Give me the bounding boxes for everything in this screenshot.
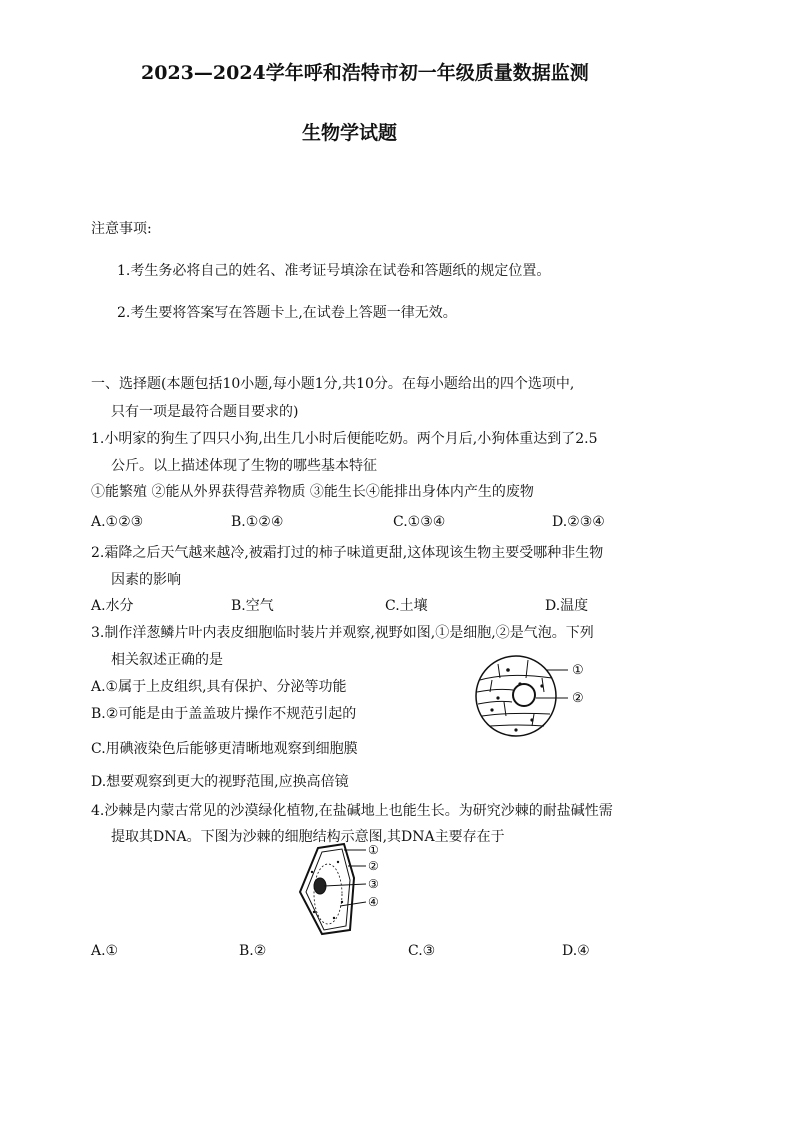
question-2: 2.霜降之后天气越来越冷,被霜打过的柿子味道更甜,这体现该生物主要受哪种非生物 <box>91 545 604 561</box>
q2-option-a[interactable]: A.水分 <box>91 598 134 614</box>
exam-title: 2023—2024学年呼和浩特市初一年级质量数据监测 <box>141 62 589 84</box>
onion-cell-field-diagram <box>468 652 598 742</box>
sea-buckthorn-cell-diagram <box>298 842 390 938</box>
q3-option-c[interactable]: C.用碘液染色后能够更清晰地观察到细胞膜 <box>91 741 358 757</box>
q2-option-b[interactable]: B.空气 <box>231 598 274 614</box>
cell-label-4: ④ <box>368 895 379 909</box>
notice-heading: 注意事项: <box>91 221 152 237</box>
question-4: 4.沙棘是内蒙古常见的沙漠绿化植物,在盐碱地上也能生长。为研究沙棘的耐盐碱性需 <box>91 803 613 819</box>
q3-option-a[interactable]: A.①属于上皮组织,具有保护、分泌等功能 <box>91 679 347 695</box>
question-3: 3.制作洋葱鳞片叶内表皮细胞临时装片并观察,视野如图,①是细胞,②是气泡。下列 <box>91 625 594 641</box>
section-heading-cont: 只有一项是最符合题目要求的) <box>111 404 299 420</box>
q1-option-c[interactable]: C.①③④ <box>393 514 446 530</box>
q2-option-d[interactable]: D.温度 <box>545 598 589 614</box>
question-3-cont: 相关叙述正确的是 <box>111 652 223 668</box>
cell-label-3: ③ <box>368 877 379 891</box>
exam-subtitle: 生物学试题 <box>302 122 398 144</box>
q4-option-d[interactable]: D.④ <box>562 943 590 959</box>
q3-option-d[interactable]: D.想要观察到更大的视野范围,应换高倍镜 <box>91 774 349 790</box>
q2-option-c[interactable]: C.土壤 <box>385 598 428 614</box>
q4-option-c[interactable]: C.③ <box>408 943 436 959</box>
notice-item-2: 2.考生要将答案写在答题卡上,在试卷上答题一律无效。 <box>117 305 457 321</box>
question-4-cont: 提取其DNA。下图为沙棘的细胞结构示意图,其DNA主要存在于 <box>111 829 505 845</box>
notice-item-1: 1.考生务必将自己的姓名、准考证号填涂在试卷和答题纸的规定位置。 <box>117 263 551 279</box>
q4-option-a[interactable]: A.① <box>91 943 119 959</box>
question-1-statements: ①能繁殖 ②能从外界获得营养物质 ③能生长④能排出身体内产生的废物 <box>91 484 534 500</box>
question-2-cont: 因素的影响 <box>111 572 181 588</box>
question-1: 1.小明家的狗生了四只小狗,出生几小时后便能吃奶。两个月后,小狗体重达到了2.5 <box>91 431 598 447</box>
q1-option-a[interactable]: A.①②③ <box>91 514 144 530</box>
figure-label-2: ② <box>572 691 584 706</box>
cell-label-1: ① <box>368 843 379 857</box>
cell-label-2: ② <box>368 859 379 873</box>
figure-label-1: ① <box>572 663 584 678</box>
q1-option-d[interactable]: D.②③④ <box>552 514 605 530</box>
q4-option-b[interactable]: B.② <box>239 943 267 959</box>
section-heading: 一、选择题(本题包括10小题,每小题1分,共10分。在每小题给出的四个选项中, <box>91 376 575 392</box>
q1-option-b[interactable]: B.①②④ <box>231 514 284 530</box>
q3-option-b[interactable]: B.②可能是由于盖盖玻片操作不规范引起的 <box>91 706 357 722</box>
question-1-cont: 公斤。以上描述体现了生物的哪些基本特征 <box>111 458 377 474</box>
